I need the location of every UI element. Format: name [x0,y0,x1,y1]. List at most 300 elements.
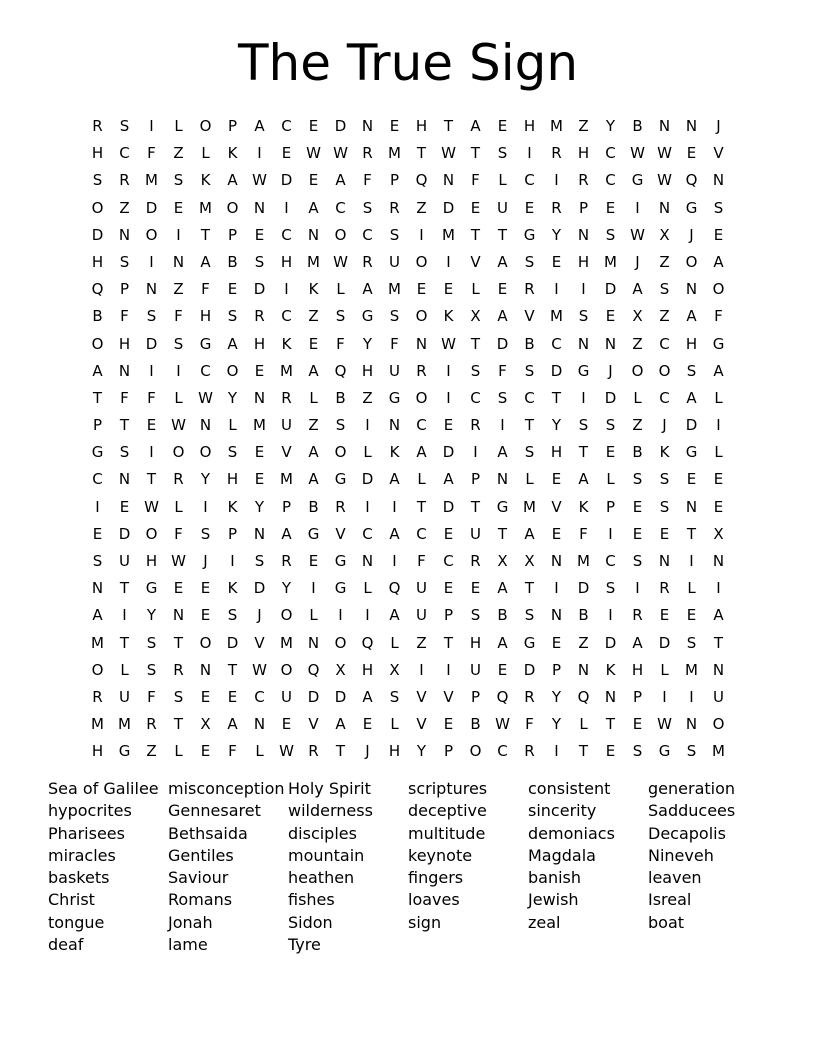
grid-letter: L [525,470,534,489]
grid-letter: A [308,470,319,489]
grid-letter: P [443,742,454,761]
word-list-item: Magdala [528,845,596,865]
grid-letter: T [470,334,481,353]
grid-row [84,331,732,358]
grid-letter: O [280,660,293,679]
grid-letter: N [496,470,509,489]
grid-row [84,630,732,657]
grid-letter: D [334,117,347,135]
grid-letter: O [415,307,428,326]
grid-letter: B [632,443,643,462]
word-list-item: Gentiles [168,845,234,865]
grid-letter: N [712,552,725,570]
grid-letter: A [497,252,508,271]
grid-letter: N [199,416,212,435]
grid-letter: M [712,742,725,761]
grid-letter: S [389,225,400,244]
grid-letter: R [470,552,481,570]
grid-letter: I [500,416,505,435]
grid-letter: M [550,117,563,135]
grid-letter: W [252,660,267,679]
grid-letter: B [470,715,481,734]
grid-letter: H [226,470,239,489]
grid-letter: P [227,225,238,244]
grid-letter: I [284,280,289,299]
grid-row [84,548,732,575]
grid-letter: C [200,361,211,380]
grid-letter: S [605,225,616,244]
grid-letter: N [91,579,104,598]
word-list-item: Romans [168,890,233,910]
grid-letter: F [120,307,129,326]
grid-letter: H [577,252,590,271]
word-list-item: Jewish [528,890,579,910]
grid-letter: D [145,334,158,353]
word-list-item: Saviour [168,868,229,888]
grid-letter: R [92,117,103,135]
grid-letter: O [172,443,185,462]
grid-letter: N [118,225,131,244]
grid-letter: T [227,660,238,679]
grid-letter: G [523,633,536,652]
grid-letter: N [307,633,320,652]
grid-letter: U [416,579,427,598]
grid-letter: L [228,416,237,435]
grid-letter: C [416,416,427,435]
grid-row [84,276,732,303]
grid-letter: R [173,470,184,489]
grid-letter: L [174,497,183,516]
grid-letter: R [389,198,400,217]
word-list-item: Pharisees [48,823,125,843]
grid-letter: Y [551,225,562,244]
grid-letter: F [174,307,183,326]
grid-letter: G [523,225,536,244]
grid-letter: N [253,524,266,543]
grid-letter: H [550,443,563,462]
grid-letter: P [632,687,643,706]
grid-letter: U [497,198,508,217]
grid-letter: J [716,117,721,135]
grid-letter: E [686,606,697,625]
grid-letter: V [308,715,319,734]
grid-letter: F [147,687,156,706]
grid-letter: S [173,334,184,353]
grid-letter: L [309,606,318,625]
grid-letter: L [390,633,399,652]
grid-letter: N [415,334,428,353]
grid-letter: L [120,660,129,679]
grid-letter: S [632,742,643,761]
grid-letter: C [497,742,508,761]
word-list-item: baskets [48,868,110,888]
grid-letter: L [714,388,723,407]
word-list-item: Gennesaret [168,801,261,821]
grid-letter: A [686,388,697,407]
grid-letter: R [632,606,643,625]
grid-letter: X [470,307,481,326]
grid-letter: S [119,117,130,135]
grid-letter: Y [416,742,427,761]
grid-letter: R [281,388,292,407]
grid-letter: E [659,524,670,543]
grid-letter: E [686,144,697,163]
grid-letter: M [388,144,401,163]
grid-letter: K [227,579,238,598]
grid-letter: V [254,633,265,652]
grid-letter: E [443,579,454,598]
grid-letter: E [551,252,562,271]
grid-letter: I [581,388,586,407]
grid-letter: E [713,225,724,244]
grid-letter: O [199,443,212,462]
grid-letter: K [227,497,238,516]
grid-letter: N [577,334,590,353]
grid-letter: Q [388,579,401,598]
grid-letter: M [91,715,104,734]
grid-letter: Q [415,171,428,190]
grid-letter: S [605,579,616,598]
word-list-item: scriptures [408,779,488,798]
grid-letter: T [524,416,535,435]
grid-letter: B [92,307,103,326]
grid-letter: I [446,361,451,380]
grid-letter: S [335,416,346,435]
grid-letter: Y [281,579,292,598]
grid-letter: M [442,225,455,244]
grid-letter: T [578,742,589,761]
grid-letter: U [416,606,427,625]
word-list-item: miracles [48,845,116,865]
grid-letter: L [633,388,642,407]
grid-letter: I [149,443,154,462]
grid-letter: M [280,633,293,652]
grid-letter: E [362,715,373,734]
grid-letter: N [253,715,266,734]
grid-letter: V [416,715,427,734]
grid-letter: W [333,252,348,271]
grid-letter: E [200,742,211,761]
grid-letter: N [658,552,671,570]
grid-row [84,195,732,222]
grid-letter: S [632,552,643,570]
grid-row [84,385,732,412]
grid-letter: S [659,280,670,299]
grid-letter: D [145,198,158,217]
grid-letter: L [363,443,372,462]
word-list-item: Sadducees [648,801,736,821]
grid-letter: R [173,660,184,679]
word-list-item: consistent [528,779,611,798]
grid-letter: Q [496,687,509,706]
grid-letter: W [657,171,672,190]
grid-letter: R [524,687,535,706]
grid-row [84,711,732,738]
grid-letter: M [685,660,698,679]
grid-letter: G [685,443,698,462]
word-list-item: generation [648,779,736,798]
grid-letter: D [577,579,590,598]
grid-letter: R [470,416,481,435]
grid-letter: H [91,742,104,761]
grid-letter: A [389,470,400,489]
grid-letter: I [554,280,559,299]
grid-letter: B [632,117,643,135]
grid-letter: P [227,524,238,543]
grid-letter: G [118,742,131,761]
grid-letter: K [605,660,616,679]
grid-letter: F [525,715,534,734]
grid-letter: C [254,687,265,706]
grid-letter: R [362,144,373,163]
grid-letter: S [335,307,346,326]
grid-letter: F [471,171,480,190]
grid-letter: H [91,252,104,271]
grid-letter: A [713,252,724,271]
grid-letter: W [252,171,267,190]
grid-letter: U [389,252,400,271]
grid-letter: M [280,361,293,380]
grid-letter: I [203,497,208,516]
grid-letter: R [551,198,562,217]
grid-letter: O [631,361,644,380]
grid-letter: X [713,524,724,543]
grid-letter: D [253,579,266,598]
grid-letter: I [365,606,370,625]
grid-letter: G [334,470,347,489]
grid-letter: K [281,334,292,353]
word-list-item: leaven [648,868,702,888]
grid-letter: E [659,606,670,625]
grid-letter: W [171,552,186,570]
grid-letter: T [443,117,454,135]
grid-letter: T [524,579,535,598]
grid-letter: L [363,579,372,598]
grid-letter: F [147,144,156,163]
grid-letter: T [713,633,724,652]
grid-letter: F [417,552,426,570]
grid-letter: T [551,388,562,407]
grid-letter: Z [308,307,319,326]
grid-letter: I [635,198,640,217]
grid-letter: E [443,524,454,543]
grid-letter: S [227,443,238,462]
grid-letter: I [122,606,127,625]
grid-letter: J [662,416,667,435]
grid-letter: S [524,252,535,271]
grid-letter: S [470,361,481,380]
grid-letter: E [443,280,454,299]
grid-letter: A [389,524,400,543]
grid-letter: S [254,252,265,271]
grid-letter: A [92,606,103,625]
grid-letter: C [605,171,616,190]
grid-letter: N [685,497,698,516]
grid-letter: M [550,307,563,326]
grid-letter: D [604,280,617,299]
grid-letter: I [149,252,154,271]
grid-letter: L [417,470,426,489]
grid-letter: E [173,198,184,217]
grid-letter: E [308,171,319,190]
grid-letter: S [227,307,238,326]
word-list-item: tongue [48,912,105,932]
word-list-item: sincerity [528,801,597,821]
grid-letter: Y [200,470,211,489]
grid-letter: N [388,416,401,435]
grid-letter: H [415,117,428,135]
grid-letter: T [119,416,130,435]
grid-letter: W [306,144,321,163]
grid-letter: T [470,144,481,163]
grid-letter: X [632,307,643,326]
grid-letter: T [470,497,481,516]
grid-letter: I [446,388,451,407]
word-list-item: Holy Spirit [288,779,371,798]
grid-letter: D [280,171,293,190]
word-list-item: hypocrites [48,801,132,821]
grid-letter: U [119,552,130,570]
grid-letter: N [712,171,725,190]
word-list-item: Tyre [288,935,321,955]
grid-letter: R [92,687,103,706]
grid-letter: Q [685,171,698,190]
word-list-item: Decapolis [648,823,726,843]
grid-letter: I [95,497,100,516]
grid-letter: K [443,307,454,326]
grid-letter: T [335,742,346,761]
grid-row [84,738,732,765]
grid-letter: D [361,470,374,489]
grid-letter: P [119,280,130,299]
grid-letter: A [497,443,508,462]
grid-letter: A [416,443,427,462]
grid-letter: L [714,443,723,462]
grid-row [84,140,732,167]
grid-letter: D [334,687,347,706]
grid-letter: N [550,606,563,625]
grid-letter: Q [577,687,590,706]
grid-letter: T [119,633,130,652]
grid-letter: N [172,606,185,625]
grid-letter: E [605,742,616,761]
grid-letter: F [363,171,372,190]
word-list-item: Nineveh [648,845,714,865]
grid-letter: E [200,606,211,625]
grid-letter: K [659,443,670,462]
grid-letter: I [473,443,478,462]
grid-row [84,222,732,249]
word-list-item: sign [408,912,442,932]
grid-row [84,494,732,521]
grid-letter: U [470,660,481,679]
grid-letter: N [118,361,131,380]
grid-letter: M [577,552,590,570]
grid-letter: M [307,252,320,271]
grid-letter: K [389,443,400,462]
grid-letter: E [119,497,130,516]
grid-letter: A [308,198,319,217]
grid-letter: C [524,171,535,190]
grid-letter: X [335,660,346,679]
word-list-item: disciples [288,823,357,843]
grid-letter: Y [605,117,616,135]
grid-letter: I [608,524,613,543]
grid-letter: R [659,579,670,598]
grid-letter: M [199,198,212,217]
grid-letter: Z [308,416,319,435]
grid-letter: I [716,416,721,435]
grid-letter: L [255,742,264,761]
grid-letter: F [336,334,345,353]
grid-letter: N [577,660,590,679]
word-list-item: deaf [48,935,84,955]
grid-letter: C [524,388,535,407]
grid-letter: U [281,687,292,706]
grid-letter: Y [146,606,157,625]
grid-letter: S [659,470,670,489]
grid-letter: P [578,198,589,217]
grid-letter: A [92,361,103,380]
grid-letter: M [145,171,158,190]
grid-letter: A [308,443,319,462]
grid-letter: N [577,225,590,244]
grid-letter: E [497,660,508,679]
grid-row [84,684,732,711]
grid-letter: O [469,742,482,761]
grid-letter: S [632,470,643,489]
grid-letter: E [254,361,265,380]
grid-letter: N [172,252,185,271]
grid-letter: A [227,171,238,190]
grid-row [84,113,732,140]
grid-letter: H [685,334,698,353]
grid-letter: C [362,225,373,244]
grid-letter: T [92,388,103,407]
grid-letter: O [712,715,725,734]
grid-letter: E [254,225,265,244]
grid-letter: C [119,144,130,163]
grid-letter: I [392,552,397,570]
grid-letter: N [253,198,266,217]
grid-letter: E [605,443,616,462]
word-list-item: Jonah [168,912,213,932]
word-column [528,778,648,956]
grid-letter: I [527,144,532,163]
grid-letter: N [685,280,698,299]
grid-letter: R [281,552,292,570]
grid-letter: P [227,117,238,135]
grid-letter: D [253,280,266,299]
grid-letter: G [658,742,671,761]
grid-letter: W [657,144,672,163]
grid-letter: G [334,552,347,570]
grid-letter: L [174,388,183,407]
grid-letter: G [199,334,212,353]
grid-letter: I [149,117,154,135]
grid-letter: Y [551,416,562,435]
grid-letter: Y [551,687,562,706]
grid-letter: O [145,524,158,543]
grid-letter: F [714,307,723,326]
grid-letter: T [416,497,427,516]
word-list-item: zeal [528,912,561,932]
grid-letter: S [362,198,373,217]
grid-letter: E [605,198,616,217]
grid-letter: O [334,443,347,462]
grid-letter: C [281,307,292,326]
grid-letter: X [524,552,535,570]
